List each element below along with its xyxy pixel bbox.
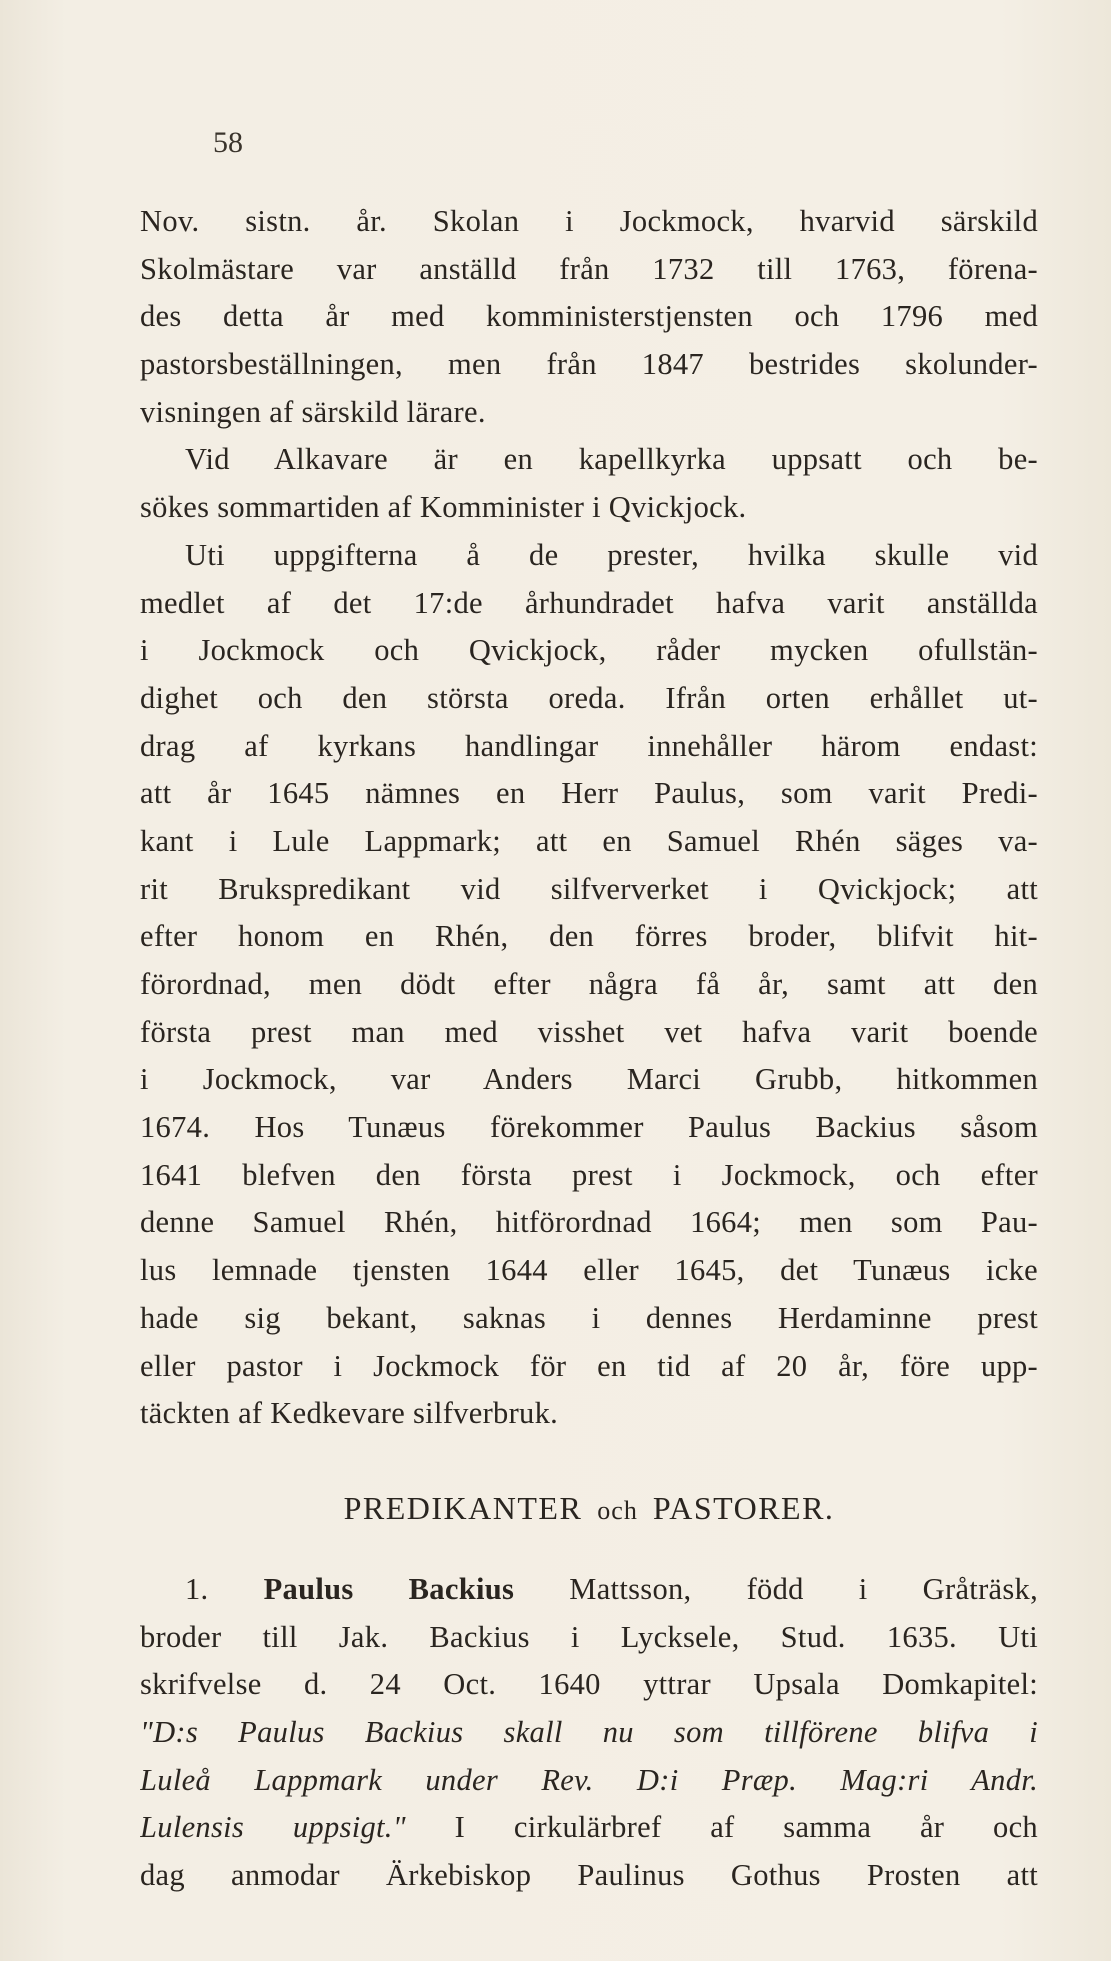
text-line: eller pastor i Jockmock för en tid af 20 år, före upp- xyxy=(140,1348,1038,1383)
text-line: i Jockmock och Qvickjock, råder mycken ofullstän- xyxy=(140,633,1038,668)
entry-text: Mattsson, född i Gråträsk, xyxy=(569,1571,1038,1606)
text-line: des detta år med komministerstjensten och 1796 med xyxy=(140,299,1038,334)
quote-line xyxy=(140,1709,1038,1757)
text-line: broder till Jak. Backius i Lycksele, Stud. 1635. Uti xyxy=(140,1619,1038,1654)
text-line: hade sig bekant, saknas i dennes Herdaminne prest xyxy=(140,1300,1038,1335)
text-line: första prest man med visshet vet hafva varit boende xyxy=(140,1014,1038,1049)
mixed-line xyxy=(140,1804,1038,1852)
entry-name: Paulus Backius xyxy=(263,1571,515,1606)
paragraph-school xyxy=(140,198,1038,436)
paragraph-alkavare xyxy=(140,436,1038,531)
text-line: denne Samuel Rhén, hitförordnad 1664; men som Pau- xyxy=(140,1205,1038,1240)
text-line: dag anmodar Ärkebiskop Paulinus Gothus Prosten att xyxy=(140,1858,1038,1892)
text-line: Vid Alkavare är en kapellkyrka uppsatt och be- xyxy=(185,442,1038,477)
heading-predikanter: PREDIKANTER xyxy=(343,1489,583,1526)
quote-line xyxy=(140,1757,1038,1805)
entry-paulus-backius xyxy=(140,1566,1038,1900)
text-line: sökes sommartiden af Komminister i Qvickjock. xyxy=(140,490,747,525)
page-number: 58 xyxy=(213,126,243,159)
entry-first-line xyxy=(140,1566,1038,1614)
text-line: visningen af särskild lärare. xyxy=(140,394,486,429)
paragraph-priests xyxy=(140,532,1038,1438)
text-line: kant i Lule Lappmark; att en Samuel Rhén säges va- xyxy=(140,823,1038,858)
text-line: i Jockmock, var Anders Marci Grubb, hitkommen xyxy=(140,1062,1038,1097)
text-line: lus lemnade tjensten 1644 eller 1645, det Tunæus icke xyxy=(140,1253,1038,1288)
text-line: rit Brukspredikant vid silfververket i Qvickjock; att xyxy=(140,871,1038,906)
text-line: att år 1645 nämnes en Herr Paulus, som varit Predi- xyxy=(140,776,1038,811)
text-line: 1641 blefven den första prest i Jockmock, och efter xyxy=(140,1157,1038,1192)
quote-text: "D:s Paulus Backius skall nu som tillförene blifva i xyxy=(140,1714,1038,1749)
quote-text: Luleå Lappmark under Rev. D:i Præp. Mag:ri Andr. xyxy=(140,1762,1038,1797)
body-text xyxy=(140,198,1038,1900)
text-line: efter honom en Rhén, den förres broder, blifvit hit- xyxy=(140,919,1038,954)
text-line: Skolmästare var anställd från 1732 till 1763, förena- xyxy=(140,251,1038,286)
text-line: 1674. Hos Tunæus förekommer Paulus Backius såsom xyxy=(140,1110,1038,1145)
section-heading xyxy=(140,1438,1038,1566)
text-line: pastorsbeställningen, men från 1847 bestrides skolunder- xyxy=(140,347,1038,382)
text-line: Uti uppgifterna å de prester, hvilka skulle vid xyxy=(185,537,1038,572)
entry-number: 1. xyxy=(185,1571,209,1606)
quote-text: Lulensis uppsigt." xyxy=(140,1810,406,1845)
text-line: förordnad, men dödt efter några få år, samt att den xyxy=(140,967,1038,1001)
text-span: I cirkulärbref af samma år och xyxy=(454,1810,1038,1845)
text-line: täckten af Kedkevare silfverbruk. xyxy=(140,1396,559,1431)
text-line: drag af kyrkans handlingar innehåller härom endast: xyxy=(140,728,1038,763)
heading-och: och xyxy=(597,1495,638,1525)
text-line: medlet af det 17:de århundradet hafva varit anställda xyxy=(140,585,1038,620)
text-line: skrifvelse d. 24 Oct. 1640 yttrar Upsala Domkapitel: xyxy=(140,1667,1038,1702)
text-line: dighet och den största oreda. Ifrån orten erhållet ut- xyxy=(140,680,1038,715)
text-line: Nov. sistn. år. Skolan i Jockmock, hvarvid särskild xyxy=(140,204,1038,238)
heading-pastorer: PASTORER. xyxy=(652,1489,835,1526)
